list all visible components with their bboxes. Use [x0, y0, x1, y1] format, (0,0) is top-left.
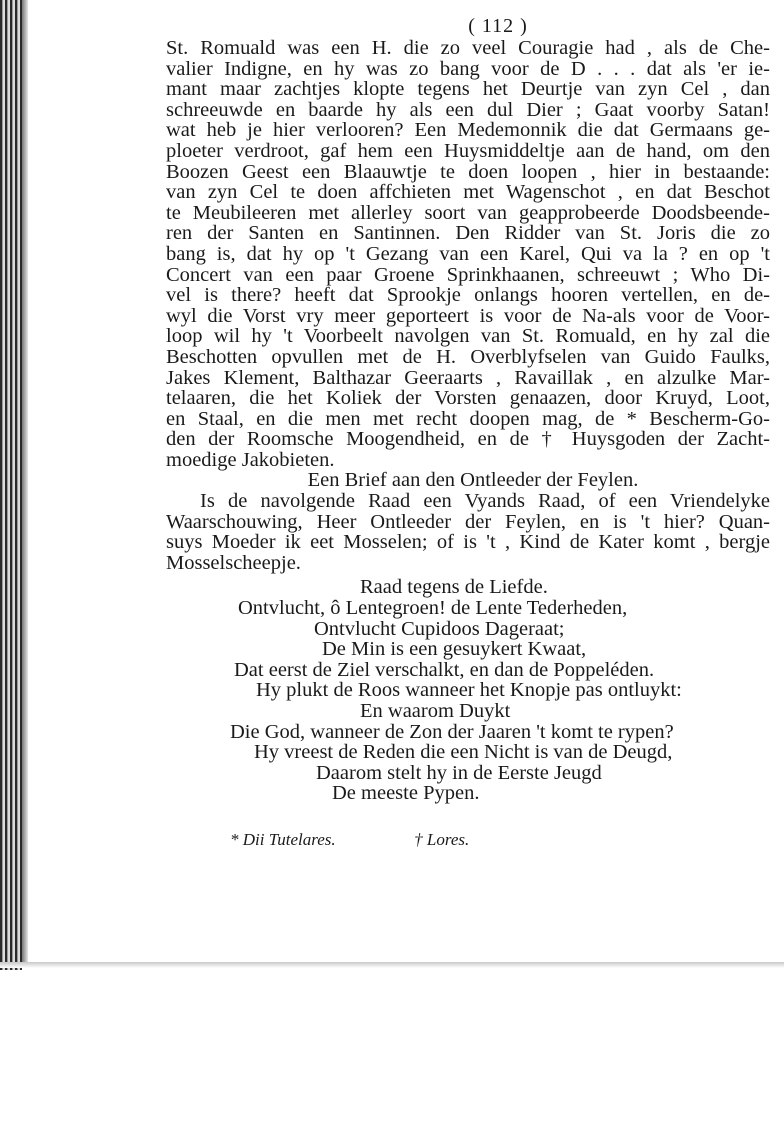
text-line: moedige Jakobieten. [166, 448, 335, 471]
text-line: Mosselscheepje. [166, 551, 301, 574]
poem-line: Hy vreest de Reden die een Nicht is van de Deugd, [254, 741, 673, 764]
text-line: ren der Santen en Santinnen. Den Ridder van St. Joris die zo [166, 222, 770, 245]
book-page [166, 14, 770, 804]
poem-line: Die God, wanneer de Zon der Jaaren 't komt te rypen? [230, 720, 674, 743]
page-gutter-shadow [22, 0, 28, 965]
footnotes [230, 830, 469, 850]
poem-title: Raad tegens de Liefde. [360, 576, 548, 599]
text-line: vel is there? heeft dat Sprookje onlangs hooren vertellen, en de- [166, 284, 770, 307]
text-line: Boozen Geest een Blaauwtje te doen loopen , hier in bestaande: [166, 160, 770, 183]
text-line: Beschotten opvullen met de H. Overblyfselen van Guido Faulks, [166, 345, 770, 368]
poem-line: Hy plukt de Roos wanneer het Knopje pas ontluykt: [256, 679, 682, 702]
paragraph-2 [166, 491, 770, 573]
poem-line: En waarom Duykt [360, 700, 511, 722]
poem-line: Dat eerst de Ziel verschalkt, en dan de Poppeléden. [234, 658, 655, 681]
poem [166, 577, 770, 804]
text-line: suys Moeder ik eet Mosselen; of is 't , Kind de Kater komt , bergje [166, 531, 770, 554]
text-line: telaaren, die het Koliek der Vorsten genaazen, door Kruyd, Loot, [166, 387, 770, 410]
text-line: St. Romuald was een H. die zo veel Couragie had , als de Che- [166, 37, 770, 59]
poem-line: De meeste Pypen. [332, 782, 480, 805]
text-line: mant maar zachtjes klopte tegens het Deurtje van zyn Cel , dan [166, 78, 770, 101]
text-line: valier Indigne, en hy was zo bang voor de D . . . dat als 'er ie- [166, 57, 770, 80]
footnote-lores: † Lores. [414, 830, 470, 849]
text-line: wyl die Vorst vry meer geporteert is voor de Na-als voor de Voor- [166, 304, 770, 327]
text-line: van zyn Cel te doen affchieten met Wagenschot , en dat Beschot [166, 181, 770, 204]
poem-line: Daarom stelt hy in de Eerste Jeugd [316, 761, 602, 784]
text-line: wat heb je hier verlooren? Een Medemonnik die dat Germaans ge- [166, 119, 770, 142]
text-line: Is de navolgende Raad een Vyands Raad, of een Vriendelyke [200, 490, 770, 513]
paragraph-1 [166, 38, 770, 470]
text-line: Jakes Klement, Balthazar Geeraarts , Ravaillak , en alzulke Mar- [166, 366, 770, 389]
text-line: Concert van een paar Groene Sprinkhaanen, schreeuwt ; Who Di- [166, 263, 770, 286]
poem-line: Ontvlucht Cupidoos Dageraat; [314, 617, 565, 640]
text-line: Waarschouwing, Heer Ontleeder der Feylen, en is 't hier? Quan- [166, 510, 770, 533]
page-number: ( 112 ) [468, 15, 528, 37]
footnote-dii-tutelares: * Dii Tutelares. [230, 830, 336, 849]
text-line: loop wil hy 't Voorbeelt navolgen van St. Romuald, en hy zal die [166, 325, 770, 348]
book-spine-edge [0, 0, 22, 970]
text-line: schreeuwde en baarde hy als een dul Dier ; Gaat voorby Satan! [166, 98, 770, 121]
text-line: te Meubileeren met allerley soort van geapprobeerde Doodsbeende- [166, 201, 770, 224]
page-bottom-edge [0, 962, 784, 968]
text-line: en Staal, en die men met recht doopen mag, de * Bescherm-Go- [166, 407, 770, 430]
poem-line: Ontvlucht, ô Lentegroen! de Lente Tederheden, [238, 597, 628, 620]
letter-heading: Een Brief aan den Ontleeder der Feylen. [307, 469, 639, 492]
text-line: ploeter verdroot, gaf hem een Huysmiddeltje aan de hand, om den [166, 139, 770, 162]
text-line: bang is, dat hy op 't Gezang van een Karel, Qui va la ? en op 't [166, 242, 770, 265]
text-line: den der Roomsche Moogendheid, en de † Huysgoden der Zacht- [166, 428, 770, 451]
poem-line: De Min is een gesuykert Kwaat, [322, 638, 587, 661]
